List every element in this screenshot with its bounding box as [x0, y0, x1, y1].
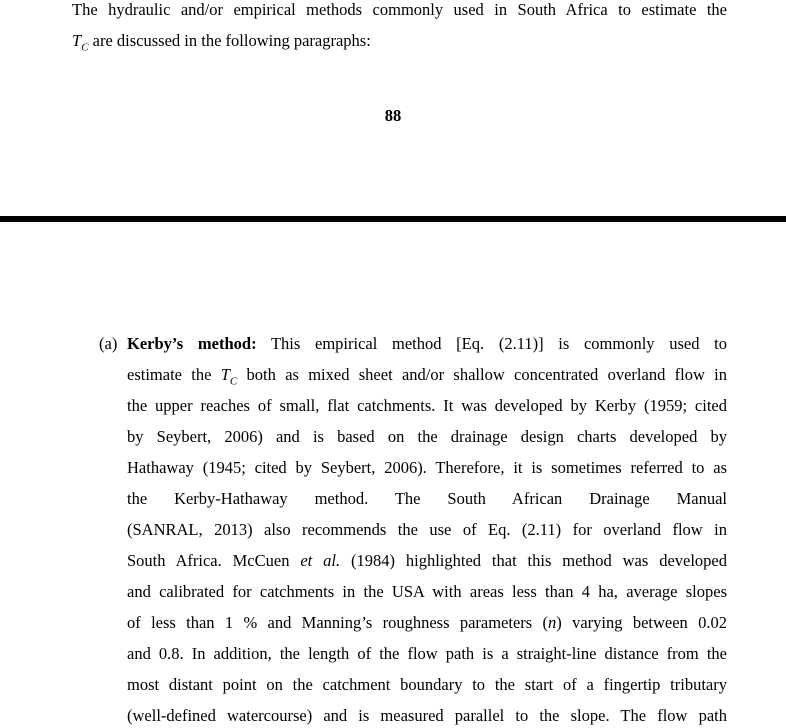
text-line: Hathaway (1945; cited by Seybert, 2006). Therefore, it is sometimes referred to as	[127, 458, 727, 477]
section-heading: Kerby’s method:	[127, 334, 257, 353]
page-number: 88	[384, 106, 402, 125]
text-line: and calibrated for catchments in the USA with areas less than 4 ha, average slopes	[127, 582, 727, 601]
text-line	[127, 551, 727, 571]
text-line: most distant point on the catchment boundary to the start of a fingertip tributary	[127, 675, 727, 694]
item-label: (a)	[99, 334, 118, 353]
text-line: the upper reaches of small, flat catchments. It was developed by Kerby (1959; cited	[127, 396, 727, 415]
tc-subscript: C	[81, 41, 89, 54]
text-line: (well-defined watercourse) and is measured parallel to the slope. The flow path	[127, 706, 727, 725]
text-line: the Kerby-Hathaway method. The South African Drainage Manual	[127, 489, 727, 508]
tc-symbol: T	[72, 31, 82, 50]
text-span: (1984) highlighted that this method was developed	[340, 551, 727, 570]
text-line: by Seybert, 2006) and is based on the drainage design charts developed by	[127, 427, 727, 446]
text-span: both as mixed sheet and/or shallow concentrated overland flow in	[237, 365, 727, 384]
text-span: of less than 1 % and Manning’s roughness parameters (	[127, 613, 549, 632]
text-line: (SANRAL, 2013) also recommends the use of Eq. (2.11) for overland flow in	[127, 520, 727, 539]
text-line	[127, 334, 727, 354]
text-span: are discussed in the following paragraphs:	[88, 31, 371, 50]
text-span: n	[548, 613, 557, 632]
text-span: South Africa. McCuen	[127, 551, 301, 570]
tc-symbol: T	[220, 365, 230, 384]
text-span: ) varying between 0.02	[556, 613, 727, 632]
page-separator	[0, 216, 786, 222]
text-span: estimate the	[127, 365, 221, 384]
text-line	[72, 31, 371, 57]
text-line: The hydraulic and/or empirical methods commonly used in South Africa to estimate the	[72, 0, 727, 19]
tc-subscript: C	[229, 375, 238, 388]
text-span: et al.	[300, 551, 341, 570]
text-line	[127, 613, 727, 633]
text-line	[127, 365, 727, 391]
text-line: and 0.8. In addition, the length of the flow path is a straight-line distance from the	[127, 644, 727, 663]
text-span: This empirical method [Eq. (2.11)] is commonly used to	[256, 334, 728, 353]
